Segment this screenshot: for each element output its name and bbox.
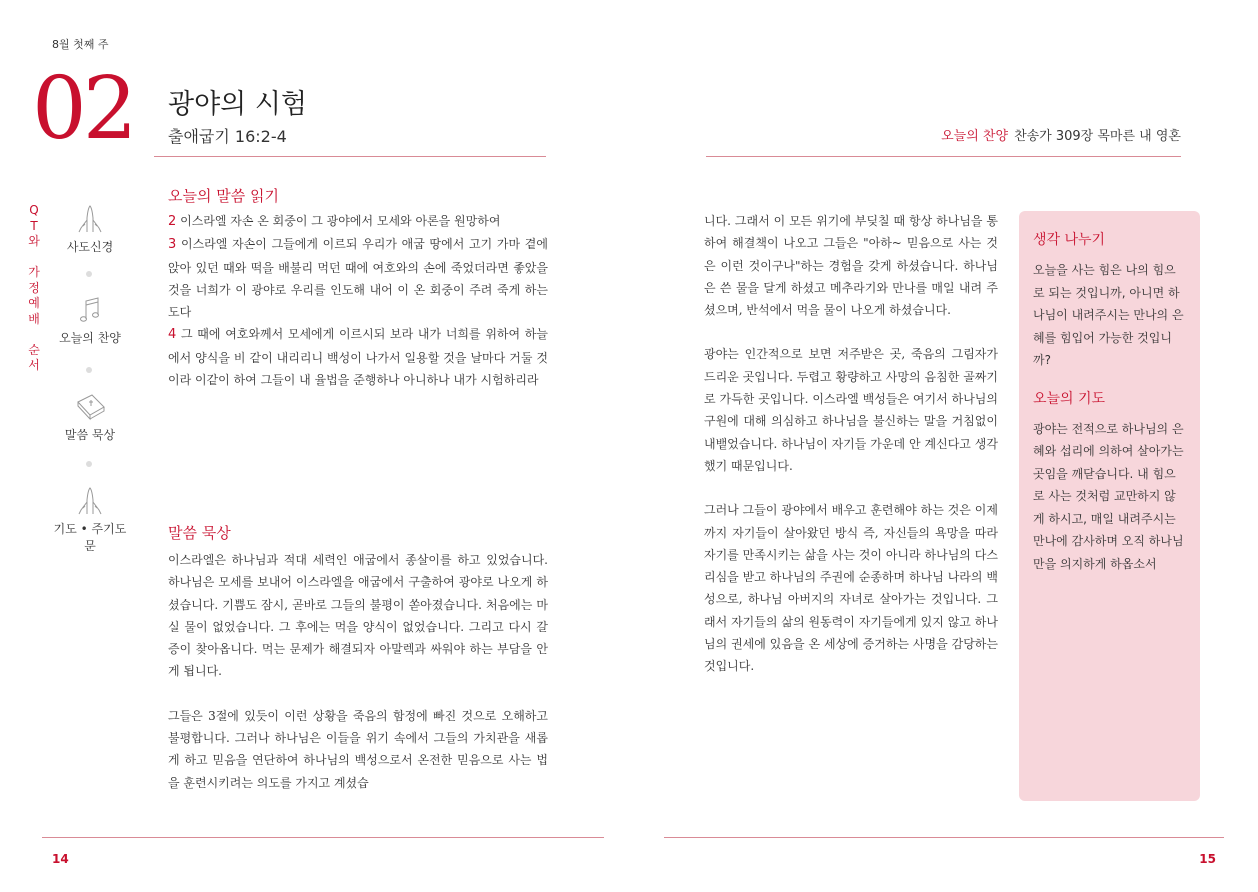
separator-dot xyxy=(86,461,92,467)
todays-hymn xyxy=(941,125,1181,144)
meditation-text-left xyxy=(168,549,548,794)
divider-bottom-left xyxy=(42,837,604,838)
separator-dot xyxy=(86,271,92,277)
reading-verses xyxy=(168,210,548,391)
page-number-right: 15 xyxy=(1199,852,1216,866)
verse xyxy=(168,210,548,233)
vertical-char: T xyxy=(30,218,38,233)
verse xyxy=(168,323,548,391)
week-label: 8월 첫째 주 xyxy=(52,38,109,51)
divider-bottom-right xyxy=(664,837,1224,838)
hymn-value: 찬송가 309장 목마른 내 영혼 xyxy=(1014,129,1181,144)
vertical-char: Q xyxy=(29,203,39,217)
divider-top-left xyxy=(154,156,546,157)
verse xyxy=(168,233,548,323)
sidebar-item-meditation xyxy=(50,392,130,443)
verse-text: 이스라엘 자손이 그들에게 이르되 우리가 애굽 땅에서 고기 가마 곁에 앉아 있던 때와 떡을 배불리 먹던 때에 여호와의 손에 죽었더라면 좋았을 것을 너희가 이 광야로 우리를 인도해 내어 이 온 회중이 주려 죽게 하는도다 xyxy=(168,237,548,320)
sidebar-item-todays-hymn xyxy=(50,295,130,346)
bible-icon xyxy=(70,392,110,422)
prayer-heading: 오늘의 기도 xyxy=(1033,390,1106,407)
vertical-order-label xyxy=(26,203,42,374)
vertical-char: 와 xyxy=(28,234,40,248)
vertical-char: 배 xyxy=(28,311,40,326)
vertical-char: 예 xyxy=(28,296,40,310)
sidebar-item-label: 말씀 묵상 xyxy=(64,428,116,442)
verse-text: 그 때에 여호와께서 모세에게 이르시되 보라 내가 너희를 위하여 하늘에서 양식을 비 같이 내리리니 백성이 나가서 일용할 것을 날마다 거둘 것이라 이같이 하여 그들이 내 율법을 준행하나 아니하나 내가 시험하리라 xyxy=(168,327,548,388)
divider-top-right xyxy=(706,156,1181,157)
share-text: 오늘을 사는 힘은 나의 힘으로 되는 것입니까, 아니면 하나님이 내려주시는 만나의 은혜를 힘입어 가능한 것입니까? xyxy=(1033,263,1184,367)
scripture-reference: 출애굽기 16:2-4 xyxy=(168,127,287,146)
page-title: 광야의 시험 xyxy=(168,89,307,120)
paragraph: 그러나 그들이 광야에서 배우고 훈련해야 하는 것은 이제까지 자기들이 살아왔던 방식 즉, 자신들의 욕망을 따라 자기를 만족시키는 삶을 사는 것이 아니라 하나님의 다스리심을 받고 하나님의 주권에 순종하며 하나님 나라의 백성으로, 하나님 아버지의 자녀로 살아가는 것입니다. 그래서 자기들의 삶의 원동력이 자기들에게 있지 않고 하나님의 권세에 있음을 온 세상에 증거하는 사명을 감당하는 것입니다. xyxy=(704,503,998,674)
vertical-char: 서 xyxy=(28,358,40,372)
sidebar-item-prayer xyxy=(50,486,130,554)
praying-hands-icon xyxy=(70,204,110,234)
verse-number: 3 xyxy=(168,237,177,253)
verse-text: 이스라엘 자손 온 회중이 그 광야에서 모세와 아론을 원망하여 xyxy=(176,214,501,228)
sidebar-item-label: 기도 • 주기도문 xyxy=(53,522,127,553)
separator-dot xyxy=(86,367,92,373)
paragraph: 이스라엘은 하나님과 적대 세력인 애굽에서 종살이를 하고 있었습니다. 하나님은 모세를 보내어 이스라엘을 애굽에서 구출하여 광야로 나오게 하셨습니다. 기쁨도 잠시, 곧바로 그들의 불평이 쏟아졌습니다. 처음에는 마실 물이 없었습니다. 그 후에는 먹을 양식이 없었습니다. 그리고 다시 갈증이 찾아옵니다. 먹는 문제가 해결되자 아말렉과 싸워야 하는 부담을 안게 됩니다. xyxy=(168,553,548,679)
sidebar-item-label: 오늘의 찬양 xyxy=(59,331,121,345)
hymn-label: 오늘의 찬양 xyxy=(941,129,1009,144)
paragraph: 광야는 인간적으로 보면 저주받은 곳, 죽음의 그림자가 드리운 곳입니다. 두렵고 황량하고 사망의 음침한 골짜기로 가득한 곳입니다. 이스라엘 백성들은 여기서 하나님의 구원에 대해 의심하고 하나님을 불신하는 말을 거침없이 내뱉었습니다. 하나님이 자기들 가운데 안 계신다고 생각했기 때문입니다. xyxy=(704,347,998,473)
meditation-heading: 말씀 묵상 xyxy=(168,524,231,542)
prayer-text: 광야는 전적으로 하나님의 은혜와 섭리에 의하여 살아가는 곳임을 깨닫습니다. 내 힘으로 사는 것처럼 교만하지 않게 하시고, 매일 내려주시는 만나에 감사하며 오직 하나님만을 의지하게 하옵소서 xyxy=(1033,421,1184,571)
reflection-box xyxy=(1019,211,1200,801)
day-number: 02 xyxy=(32,59,134,159)
vertical-char: 순 xyxy=(28,342,40,357)
vertical-char: 가 xyxy=(28,265,40,279)
verse-number: 4 xyxy=(168,327,177,343)
share-heading: 생각 나누기 xyxy=(1033,232,1106,248)
music-note-icon xyxy=(70,295,110,325)
sidebar-item-label: 사도신경 xyxy=(66,240,114,254)
meditation-text-right xyxy=(704,210,998,678)
paragraph: 그들은 3절에 있듯이 이런 상황을 죽음의 함정에 빠진 것으로 오해하고 불평합니다. 그러나 하나님은 이들을 위기 속에서 그들의 가치관을 새롭게 하고 믿음을 연단하여 하나님의 백성으로서 온전한 믿음으로 사는 법을 훈련시키려는 의도를 가지고 계셨습 xyxy=(168,708,548,790)
vertical-char: 정 xyxy=(28,280,40,295)
verse-number: 2 xyxy=(168,214,177,229)
praying-hands-icon xyxy=(70,486,110,516)
reading-heading: 오늘의 말씀 읽기 xyxy=(168,187,279,205)
paragraph: 니다. 그래서 이 모든 위기에 부딪칠 때 항상 하나님을 통하여 해결책이 나오고 그들은 "아하~ 믿음으로 사는 것은 이런 것이구나"하는 경험을 갖게 하셨습니다. 하나님은 쓴 물을 달게 하셨고 메추라기와 만나를 매일 내려 주셨으며, 반석에서 먹을 물이 나오게 하셨습니다. xyxy=(704,214,998,318)
sidebar-item-apostles-creed xyxy=(50,204,130,255)
page-number-left: 14 xyxy=(52,852,69,866)
